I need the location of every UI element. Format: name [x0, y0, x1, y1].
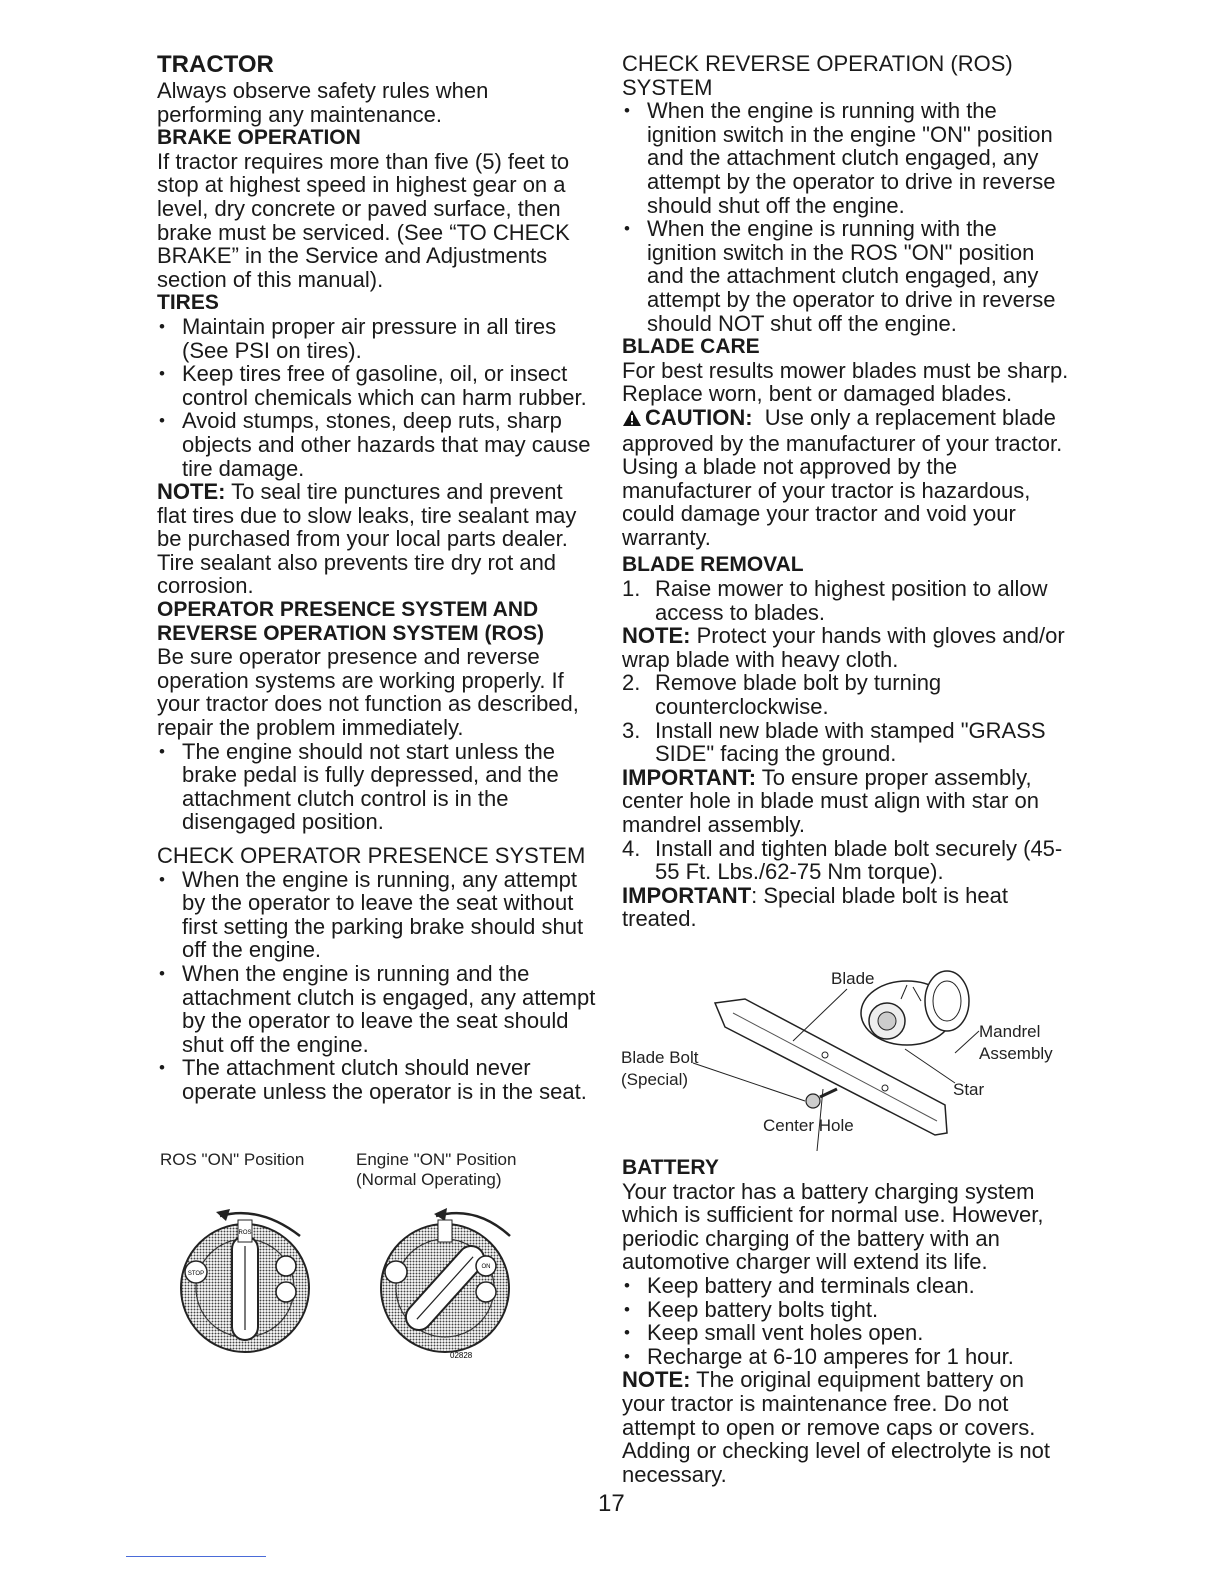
left-column — [157, 52, 597, 1104]
list-item: • Keep tires free of gasoline, oil, or insect control chemicals which can harm rubber. — [157, 362, 597, 409]
tires-note — [157, 480, 597, 598]
battery-section — [622, 1156, 1072, 1486]
ros-mark: ROS — [238, 1230, 252, 1236]
page-number: 17 — [598, 1490, 625, 1517]
mandrel-label: Mandrel — [979, 1022, 1041, 1041]
battery-list — [622, 1274, 1072, 1368]
blade-assembly-figure — [615, 955, 1075, 1155]
special-label: (Special) — [621, 1070, 689, 1089]
list-item: 1. Raise mower to highest position to allow access to blades. — [622, 576, 1048, 625]
list-item: • Keep battery bolts tight. — [622, 1298, 1072, 1322]
brake-heading: BRAKE OPERATION — [157, 126, 361, 150]
check-ops-heading: CHECK OPERATOR PRESENCE SYSTEM — [157, 843, 586, 868]
list-item: • When the engine is running, any attempt by the operator to leave the seat without first setting the parking brake should shut off the engine. — [157, 868, 597, 962]
important-label: IMPORTANT: — [622, 764, 757, 790]
note-text: To seal tire punctures and prevent flat tires due to slow leaks, tire sealant may be purchased from your local parts dealer. Tire sealant also prevents tire dry rot and corrosion. — [157, 479, 577, 599]
blade-care-heading: BLADE CARE — [622, 335, 760, 359]
ops-heading: OPERATOR PRESENCE SYSTEM AND REVERSE OPERATION SYSTEM (ROS) — [157, 598, 544, 645]
tires-heading: TIRES — [157, 291, 219, 315]
caution-label: CAUTION: — [645, 404, 753, 430]
engine-switch-illustration — [381, 1208, 510, 1360]
list-item: 3. Install new blade with stamped "GRASS SIDE" facing the ground. — [622, 717, 1046, 767]
tractor-intro: Always observe safety rules when performing any maintenance. — [157, 78, 489, 127]
warning-triangle-icon — [622, 408, 642, 432]
blade-removal-steps-b — [622, 671, 1072, 765]
blade-removal-heading: BLADE REMOVAL — [622, 553, 804, 577]
tractor-heading: TRACTOR — [157, 51, 274, 78]
note-text: The original equipment battery on your tractor is maintenance free. Do not attempt to open or remove caps or covers. Adding or checking level of electrolyte is not necessary. — [622, 1367, 1051, 1487]
star-label: Star — [953, 1080, 985, 1099]
tires-list — [157, 315, 597, 480]
list-item: • When the engine is running with the ignition switch in the ROS "ON" position and the attachment clutch engaged, any attempt by the operator to drive in reverse should NOT shut off the engine. — [622, 217, 1072, 335]
check-ros-heading: CHECK REVERSE OPERATION (ROS) SYSTEM — [622, 51, 1013, 100]
list-item: • Keep battery and terminals clean. — [622, 1274, 1072, 1298]
list-item: • The attachment clutch should never operate unless the operator is in the seat. — [157, 1056, 597, 1103]
on-mark: ON — [481, 1264, 491, 1270]
blade-bolt-label: Blade Bolt — [621, 1048, 699, 1067]
note-text: Protect your hands with gloves and/or wrap blade with heavy cloth. — [622, 623, 1065, 672]
list-item: 2. Remove blade bolt by turning counterclockwise. — [622, 670, 942, 720]
engine-position-label — [356, 1150, 586, 1190]
ignition-switch-figure — [160, 1200, 560, 1370]
ops-list — [157, 740, 597, 834]
engine-position-title: Engine "ON" Position — [356, 1150, 517, 1169]
center-hole-label: Center Hole — [763, 1116, 854, 1135]
note-label: NOTE: — [622, 623, 691, 649]
figure-code: 02828 — [450, 1351, 473, 1360]
brake-text: If tractor requires more than five (5) feet to stop at highest speed in highest gear on a level, dry concrete or paved surface, then brake must be serviced. (See “TO CHECK BRAKE” in the Service and Adjustments section of this manual). — [157, 148, 570, 292]
ops-text: Be sure operator presence and reverse operation systems are working properly. If your tractor does not function as described, repair the problem immediately. — [157, 644, 579, 741]
blade-removal-steps-c — [622, 837, 1072, 884]
important-heat-paragraph — [622, 884, 1072, 931]
important-text: To ensure proper assembly, center hole in blade must align with star on mandrel assembly. — [622, 764, 1040, 837]
note-label: NOTE: — [622, 1367, 691, 1393]
important-label: IMPORTANT — [622, 882, 752, 908]
list-item: • When the engine is running and the attachment clutch is engaged, any attempt by the operator to leave the seat should shut off the engine. — [157, 962, 597, 1056]
list-item: • Recharge at 6-10 amperes for 1 hour. — [622, 1345, 1072, 1369]
stop-mark: STOP — [187, 1271, 205, 1277]
list-item: • When the engine is running with the ignition switch in the engine "ON" position and the attachment clutch engaged, any attempt by the operator to drive in reverse should shut off the engine. — [622, 99, 1072, 217]
assembly-label: Assembly — [979, 1044, 1053, 1063]
blade-care-text: For best results mower blades must be sharp. Replace worn, bent or damaged blades. — [622, 357, 1069, 407]
battery-heading: BATTERY — [622, 1156, 719, 1179]
list-item: • The engine should not start unless the brake pedal is fully depressed, and the attachment clutch control is in the disengaged position. — [157, 740, 597, 834]
note-label: NOTE: — [157, 479, 226, 505]
check-ops-list — [157, 868, 597, 1104]
important-paragraph — [622, 766, 1072, 837]
blade-removal-steps-a — [622, 577, 1072, 624]
list-item: • Maintain proper air pressure in all tires (See PSI on tires). — [157, 315, 597, 362]
caution-paragraph — [622, 406, 1072, 550]
engine-position-sub: (Normal Operating) — [356, 1170, 502, 1189]
blade-label: Blade — [831, 969, 875, 988]
list-item: • Avoid stumps, stones, deep ruts, sharp objects and other hazards that may cause tire damage. — [157, 409, 597, 480]
ros-position-label: ROS "ON" Position — [160, 1150, 305, 1169]
list-item: 4. Install and tighten blade bolt securely (45-55 Ft. Lbs./62-75 Nm torque). — [622, 835, 1063, 885]
right-column — [622, 52, 1072, 931]
battery-text: Your tractor has a battery charging system which is sufficient for normal use. However, periodic charging of the battery with an automotive charger will extend its life. — [622, 1178, 1044, 1275]
mandrel-illustration — [861, 971, 969, 1045]
list-item: • Keep small vent holes open. — [622, 1321, 1072, 1345]
important-heat-text: : Special blade bolt is heat treated. — [622, 882, 1008, 932]
check-ros-list — [622, 99, 1072, 335]
footer-divider — [126, 1556, 266, 1557]
battery-note — [622, 1368, 1072, 1486]
blade-note — [622, 624, 1072, 671]
caution-text: Use only a replacement blade approved by the manufacturer of your tractor. Using a blade not approved by the manufacturer of your tractor is hazardous, could damage your tractor and void your warranty. — [622, 404, 1063, 550]
ros-switch-illustration — [181, 1209, 309, 1352]
